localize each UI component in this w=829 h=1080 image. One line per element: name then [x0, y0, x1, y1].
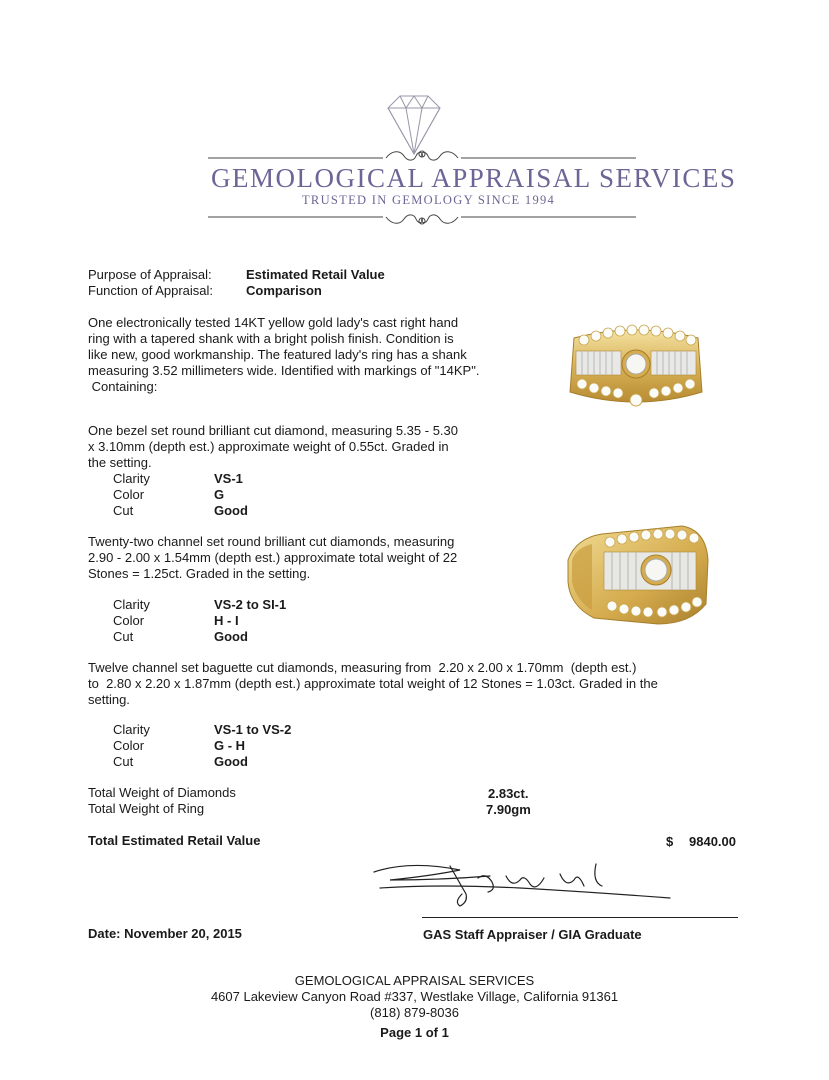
stone-line: x 3.10mm (depth est.) approximate weight of 0.55ct. Graded in — [88, 439, 449, 454]
grade-label: Cut — [113, 503, 134, 518]
grade-value: H - I — [214, 613, 239, 628]
grade-value: G — [214, 487, 225, 502]
footer-address: 4607 Lakeview Canyon Road #337, Westlake Village, California 91361 — [210, 989, 619, 1004]
bottom-ornament-divider — [208, 206, 636, 226]
stone-line: One bezel set round brilliant cut diamond, measuring 5.35 - 5.30 — [88, 423, 458, 438]
purpose-value: Estimated Retail Value — [246, 267, 385, 282]
total-ring-label: Total Weight of Ring — [88, 801, 205, 816]
stone-line: Twenty-two channel set round brilliant cut diamonds, measuring — [88, 534, 455, 549]
footer-company: GEMOLOGICAL APPRAISAL SERVICES — [294, 973, 535, 988]
appraisal-date: Date: November 20, 2015 — [88, 926, 242, 941]
stone-line: the setting. — [88, 455, 152, 470]
stone-line: 2.90 - 2.00 x 1.54mm (depth est.) approximate total weight of 22 — [88, 550, 458, 565]
grade-value: VS-2 to SI-1 — [214, 597, 287, 612]
ring-photo-front — [566, 320, 706, 412]
grade-label: Clarity — [113, 597, 150, 612]
round-diamonds-description — [88, 534, 558, 582]
currency-symbol: $ — [666, 834, 674, 849]
company-tagline: TRUSTED IN GEMOLOGY SINCE 1994 — [302, 193, 556, 207]
total-ring-value: 7.90gm — [486, 802, 531, 817]
stone-line: setting. — [88, 692, 130, 707]
total-retail-label: Total Estimated Retail Value — [88, 833, 261, 848]
function-label: Function of Appraisal: — [88, 283, 214, 298]
ring-photo-side — [562, 520, 710, 632]
company-name: GEMOLOGICAL APPRAISAL SERVICES — [211, 163, 737, 193]
appraiser-signature — [370, 858, 700, 918]
stone-line: Twelve channel set baguette cut diamonds, measuring from 2.20 x 2.00 x 1.70mm (depth est.) — [88, 660, 637, 675]
grade-label: Clarity — [113, 471, 150, 486]
ring-description — [88, 315, 558, 395]
description-line: Containing: — [88, 379, 158, 394]
grade-label: Color — [113, 738, 145, 753]
grade-label: Cut — [113, 629, 134, 644]
description-line: measuring 3.52 millimeters wide. Identified with markings of "14KP". — [88, 363, 480, 378]
total-diamonds-label: Total Weight of Diamonds — [88, 785, 236, 800]
grade-value: Good — [214, 503, 248, 518]
total-diamonds-value: 2.83ct. — [488, 786, 529, 801]
grade-label: Clarity — [113, 722, 150, 737]
function-value: Comparison — [246, 283, 322, 298]
grade-value: VS-1 to VS-2 — [214, 722, 292, 737]
signature-line — [422, 917, 738, 918]
page-number: Page 1 of 1 — [380, 1025, 449, 1040]
center-diamond-description — [88, 423, 558, 471]
purpose-label: Purpose of Appraisal: — [88, 267, 212, 282]
description-line: ring with a tapered shank with a bright polish finish. Condition is — [88, 331, 454, 346]
description-line: One electronically tested 14KT yellow gold lady's cast right hand — [88, 315, 459, 330]
grade-value: VS-1 — [214, 471, 243, 486]
description-line: like new, good workmanship. The featured lady's ring has a shank — [88, 347, 467, 362]
stone-line: Stones = 1.25ct. Graded in the setting. — [88, 566, 311, 581]
stone-line: to 2.80 x 2.20 x 1.87mm (depth est.) approximate total weight of 12 Stones = 1.03ct. Graded in the — [88, 676, 658, 691]
grade-value: Good — [214, 754, 248, 769]
grade-label: Color — [113, 487, 145, 502]
grade-label: Color — [113, 613, 145, 628]
appraiser-title: GAS Staff Appraiser / GIA Graduate — [423, 927, 642, 942]
grade-value: Good — [214, 629, 248, 644]
grade-label: Cut — [113, 754, 134, 769]
letterhead — [0, 0, 829, 240]
footer-phone: (818) 879-8036 — [370, 1005, 459, 1020]
total-retail-value: 9840.00 — [689, 834, 736, 849]
baguette-diamonds-description — [88, 660, 708, 708]
grade-value: G - H — [214, 738, 246, 753]
